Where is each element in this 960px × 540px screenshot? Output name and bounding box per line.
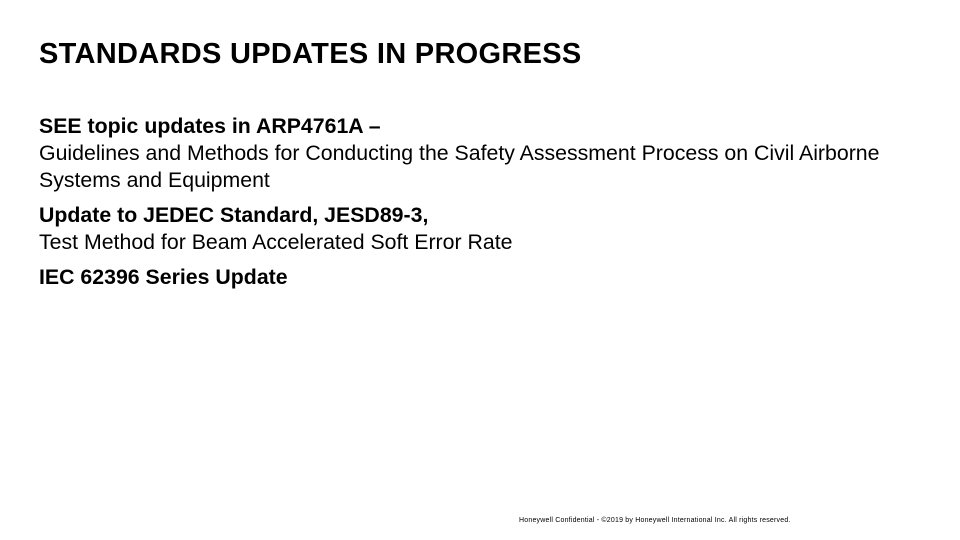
item-see-topic-heading: SEE topic updates in ARP4761A – [39, 114, 381, 138]
footer-confidential: Honeywell Confidential - ©2019 by Honeywell International Inc. All rights reserved. [519, 517, 791, 524]
slide-title: STANDARDS UPDATES IN PROGRESS [39, 38, 582, 70]
item-jedec-description: Test Method for Beam Accelerated Soft Error Rate [39, 230, 513, 254]
item-jedec-heading: Update to JEDEC Standard, JESD89-3, [39, 203, 429, 227]
slide-body [39, 113, 919, 299]
item-see-topic-description: Guidelines and Methods for Conducting the Safety Assessment Process on Civil Airborne Systems and Equipment [39, 141, 880, 192]
item-iec-heading: IEC 62396 Series Update [39, 265, 288, 289]
